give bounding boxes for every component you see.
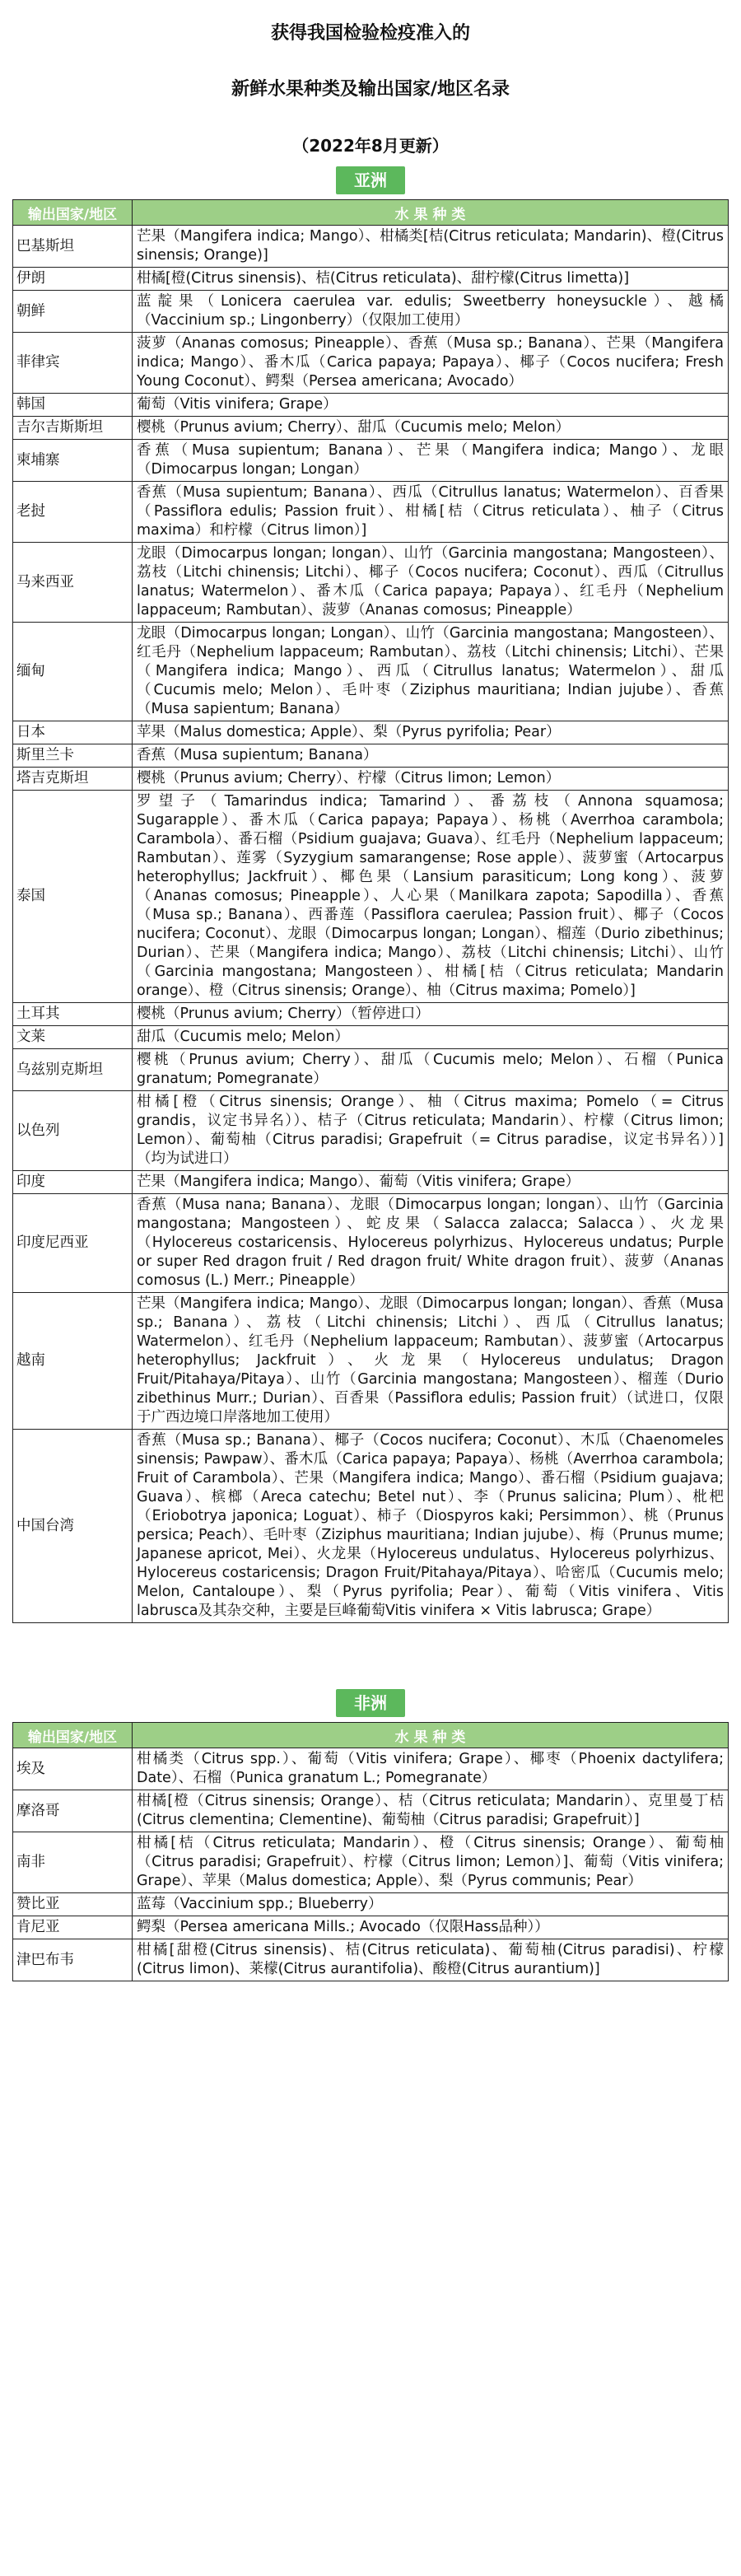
region-africa-label: 非洲 xyxy=(336,1689,405,1717)
table-row xyxy=(13,417,729,440)
country-cell: 马来西亚 xyxy=(13,543,133,623)
column-header-fruits: 水 果 种 类 xyxy=(133,200,729,226)
fruits-cell: 香蕉（Musa sp.; Banana）、椰子（Cocos nucifera; Coconut）、木瓜（Chaenomeles sinensis; Pawpaw）、番木瓜（Carica papaya; Papaya）、杨桃（Averrhoa carambola; Fruit of Carambola）、芒果（Mangifera indica; Mango）、番石榴（Psidium guajava; Guava）、槟榔（Areca catechu; Betel nut）、李（Prunus salicina; Plum）、枇杷（Eriobotrya japonica; Loguat）、柿子（Diospyros kaki; Persimmon）、桃（Prunus persica; Peach）、毛叶枣（Ziziphus mauritiana; Indian jujube）、梅（Prunus mume; Japanese apricot, Mei）、火龙果（Hylocereus undulatus、Hylocereus polyrhizus、Hylocereus costaricensis; Dragon Fruit/Pitahaya/Pitaya）、哈密瓜（Cucumis melo; Melon, Cantaloupe）、梨（Pyrus pyrifolia; Pear）、葡萄（Vitis vinifera、Vitis labrusca及其杂交种，主要是巨峰葡萄Vitis vinifera × Vitis labrusca; Grape） xyxy=(133,1430,729,1623)
fruits-cell: 芒果（Mangifera indica; Mango）、柑橘类[桔(Citrus reticulata; Mandarin)、橙(Citrus sinensis; Orange)] xyxy=(133,226,729,268)
table-row xyxy=(13,1003,729,1026)
table-row xyxy=(13,791,729,1003)
table-row xyxy=(13,1748,729,1790)
region-asia-label: 亚洲 xyxy=(336,166,405,194)
table-row xyxy=(13,1091,729,1171)
table-row xyxy=(13,1430,729,1623)
fruits-cell: 柑橘[甜橙(Citrus sinensis)、桔(Citrus reticulata)、葡萄柚(Citrus paradisi)、柠檬(Citrus limon)、莱檬(Citrus aurantifolia)、酸橙(Citrus aurantium)] xyxy=(133,1939,729,1981)
country-cell: 乌兹别克斯坦 xyxy=(13,1049,133,1091)
table-row xyxy=(13,268,729,291)
asia-table-body xyxy=(13,226,729,1623)
fruits-cell: 樱桃（Prunus avium; Cherry）、柠檬（Citrus limon; Lemon） xyxy=(133,768,729,791)
table-row xyxy=(13,394,729,417)
table-row xyxy=(13,1171,729,1194)
country-cell: 柬埔寨 xyxy=(13,440,133,482)
fruits-cell: 柑橘[橙（Citrus sinensis; Orange）、桔（Citrus reticulata; Mandarin）、克里曼丁桔(Citrus clementina; Clementine)、葡萄柚（Citrus paradisi; Grapefruit）] xyxy=(133,1790,729,1832)
fruits-cell: 蓝莓（Vaccinium spp.; Blueberry） xyxy=(133,1893,729,1916)
country-cell: 印度 xyxy=(13,1171,133,1194)
africa-table-body xyxy=(13,1748,729,1981)
fruits-cell: 柑橘[桔（Citrus reticulata; Mandarin）、橙（Citrus sinensis; Orange）、葡萄柚（Citrus paradisi; Grapefruit）、柠檬（Citrus limon; Lemon）]、葡萄（Vitis vinifera; Grape）、苹果（Malus domestica; Apple）、梨（Pyrus communis; Pear） xyxy=(133,1832,729,1893)
title-line-3: （2022年8月更新） xyxy=(292,136,449,156)
table-row xyxy=(13,744,729,768)
table-row xyxy=(13,291,729,333)
country-cell: 日本 xyxy=(13,721,133,744)
country-cell: 肯尼亚 xyxy=(13,1916,133,1939)
fruits-cell: 柑橘[橙（Citrus sinensis; Orange）、柚（Citrus maxima; Pomelo（= Citrus grandis，议定书异名））、桔子（Citrus reticulata; Mandarin）、柠檬（Citrus limon; Lemon）、葡萄柚（Citrus paradisi; Grapefruit（= Citrus paradise，议定书异名））]（均为试进口） xyxy=(133,1091,729,1171)
fruits-cell: 柑橘类（Citrus spp.）、葡萄（Vitis vinifera; Grape）、椰枣（Phoenix dactylifera; Date）、石榴（Punica granatum L.; Pomegranate） xyxy=(133,1748,729,1790)
table-row xyxy=(13,1049,729,1091)
fruits-cell: 龙眼（Dimocarpus longan; longan）、山竹（Garcinia mangostana; Mangosteen）、荔枝（Litchi chinensis; Litchi）、椰子（Cocos nucifera; Coconut）、西瓜（Citrullus lanatus; Watermelon）、番木瓜（Carica papaya; Papaya）、红毛丹（Nephelium lappaceum; Rambutan）、菠萝（Ananas comosus; Pineapple） xyxy=(133,543,729,623)
table-header-row xyxy=(13,200,729,226)
country-cell: 以色列 xyxy=(13,1091,133,1171)
country-cell: 巴基斯坦 xyxy=(13,226,133,268)
fruits-cell: 香蕉（Musa supientum; Banana） xyxy=(133,744,729,768)
country-cell: 越南 xyxy=(13,1293,133,1430)
country-cell: 赞比亚 xyxy=(13,1893,133,1916)
fruits-cell: 樱桃（Prunus avium; Cherry）、甜瓜（Cucumis melo; Melon）、石榴（Punica granatum; Pomegranate） xyxy=(133,1049,729,1091)
table-row xyxy=(13,768,729,791)
fruits-cell: 香蕉（Musa supientum; Banana）、芒果（Mangifera indica; Mango）、龙眼（Dimocarpus longan; Longan） xyxy=(133,440,729,482)
table-row xyxy=(13,1194,729,1293)
fruits-cell: 香蕉（Musa supientum; Banana）、西瓜（Citrullus lanatus; Watermelon）、百香果（Passiflora edulis; Passion fruit）、柑橘[桔（Citrus reticulata）、柚子（Citrus maxima）和柠檬（Citrus limon）] xyxy=(133,482,729,543)
country-cell: 埃及 xyxy=(13,1748,133,1790)
fruits-cell: 樱桃（Prunus avium; Cherry）（暂停进口） xyxy=(133,1003,729,1026)
column-header-country: 输出国家/地区 xyxy=(13,200,133,226)
table-row xyxy=(13,1916,729,1939)
region-asia-heading xyxy=(0,166,741,194)
section-gap xyxy=(0,1623,741,1681)
table-row xyxy=(13,482,729,543)
africa-table xyxy=(12,1722,729,1981)
fruits-cell: 龙眼（Dimocarpus longan; Longan）、山竹（Garcinia mangostana; Mangosteen）、红毛丹（Nephelium lappaceum; Rambutan）、荔枝（Litchi chinensis; Litchi）、芒果（Mangifera indica; Mango）、西瓜（Citrullus lanatus; Watermelon）、甜瓜（Cucumis melo; Melon）、毛叶枣（Ziziphus mauritiana; Indian jujube）、香蕉（Musa sapientum; Banana） xyxy=(133,623,729,721)
table-row xyxy=(13,440,729,482)
fruits-cell: 香蕉（Musa nana; Banana）、龙眼（Dimocarpus longan; longan）、山竹（Garcinia mangostana; Mangosteen）、蛇皮果（Salacca zalacca; Salacca）、火龙果（Hylocereus costaricensis、Hylocereus polyrhizus、Hylocereus undatus; Purple or super Red dragon fruit / Red dragon fruit/ White dragon fruit）、菠萝（Ananas comosus (L.) Merr.; Pineapple） xyxy=(133,1194,729,1293)
country-cell: 印度尼西亚 xyxy=(13,1194,133,1293)
country-cell: 伊朗 xyxy=(13,268,133,291)
country-cell: 摩洛哥 xyxy=(13,1790,133,1832)
country-cell: 吉尔吉斯斯坦 xyxy=(13,417,133,440)
country-cell: 菲律宾 xyxy=(13,333,133,394)
fruits-cell: 菠萝（Ananas comosus; Pineapple）、香蕉（Musa sp.; Banana）、芒果（Mangifera indica; Mango）、番木瓜（Carica papaya; Papaya）、椰子（Cocos nucifera; Fresh Young Coconut）、鳄梨（Persea americana; Avocado） xyxy=(133,333,729,394)
country-cell: 土耳其 xyxy=(13,1003,133,1026)
table-row xyxy=(13,1293,729,1430)
title-line-2: 新鲜水果种类及输出国家/地区名录 xyxy=(231,79,510,100)
fruits-cell: 柑橘[橙(Citrus sinensis)、桔(Citrus reticulata)、甜柠檬(Citrus limetta)] xyxy=(133,268,729,291)
country-cell: 泰国 xyxy=(13,791,133,1003)
table-row xyxy=(13,1026,729,1049)
title-line-1: 获得我国检验检疫准入的 xyxy=(270,23,470,44)
country-cell: 斯里兰卡 xyxy=(13,744,133,768)
fruits-cell: 罗望子（Tamarindus indica; Tamarind）、番荔枝（Annona squamosa; Sugarapple）、番木瓜（Carica papaya; Papaya）、杨桃（Averrhoa carambola; Carambola）、番石榴（Psidium guajava; Guava）、红毛丹（Nephelium lappaceum; Rambutan）、莲雾（Syzygium samarangense; Rose apple）、菠萝蜜（Artocarpus heterophyllus; Jackfruit）、椰色果（Lansium parasiticum; Long kong）、菠萝（Ananas comosus; Pineapple）、人心果（Manilkara zapota; Sapodilla）、香蕉（Musa sp.; Banana）、西番莲（Passiflora caerulea; Passion fruit）、椰子（Cocos nucifera; Coconut）、龙眼（Dimocarpus longan; Longan）、榴莲（Durio zibethinus; Durian）、芒果（Mangifera indica; Mango）、荔枝（Litchi chinensis; Litchi）、山竹（Garcinia mangostana; Mangosteen）、柑橘[桔（Citrus reticulata; Mandarin orange）、橙（Citrus sinensis; Orange）、柚（Citrus maxima; Pomelo）] xyxy=(133,791,729,1003)
table-row xyxy=(13,623,729,721)
fruits-cell: 甜瓜（Cucumis melo; Melon） xyxy=(133,1026,729,1049)
table-header-row xyxy=(13,1723,729,1748)
asia-table xyxy=(12,199,729,1623)
country-cell: 老挝 xyxy=(13,482,133,543)
country-cell: 韩国 xyxy=(13,394,133,417)
table-row xyxy=(13,721,729,744)
country-cell: 南非 xyxy=(13,1832,133,1893)
country-cell: 缅甸 xyxy=(13,623,133,721)
column-header-country: 输出国家/地区 xyxy=(13,1723,133,1748)
table-row xyxy=(13,543,729,623)
table-row xyxy=(13,1939,729,1981)
fruits-cell: 鳄梨（Persea americana Mills.; Avocado（仅限Hass品种）） xyxy=(133,1916,729,1939)
country-cell: 津巴布韦 xyxy=(13,1939,133,1981)
country-cell: 塔吉克斯坦 xyxy=(13,768,133,791)
column-header-fruits: 水 果 种 类 xyxy=(133,1723,729,1748)
table-row xyxy=(13,1790,729,1832)
fruits-cell: 苹果（Malus domestica; Apple）、梨（Pyrus pyrifolia; Pear） xyxy=(133,721,729,744)
region-africa-heading xyxy=(0,1689,741,1717)
fruits-cell: 葡萄（Vitis vinifera; Grape） xyxy=(133,394,729,417)
country-cell: 中国台湾 xyxy=(13,1430,133,1623)
fruits-cell: 芒果（Mangifera indica; Mango）、葡萄（Vitis vinifera; Grape） xyxy=(133,1171,729,1194)
country-cell: 文莱 xyxy=(13,1026,133,1049)
table-row xyxy=(13,1893,729,1916)
country-cell: 朝鲜 xyxy=(13,291,133,333)
table-row xyxy=(13,1832,729,1893)
table-row xyxy=(13,226,729,268)
table-row xyxy=(13,333,729,394)
fruits-cell: 蓝靛果（Lonicera caerulea var. edulis; Sweetberry honeysuckle）、越橘（Vaccinium sp.; Lingonberry）（仅限加工使用） xyxy=(133,291,729,333)
fruits-cell: 樱桃（Prunus avium; Cherry）、甜瓜（Cucumis melo; Melon） xyxy=(133,417,729,440)
fruits-cell: 芒果（Mangifera indica; Mango）、龙眼（Dimocarpus longan; longan）、香蕉（Musa sp.; Banana）、荔枝（Litchi chinensis; Litchi）、西瓜（Citrullus lanatus; Watermelon）、红毛丹（Nephelium lappaceum; Rambutan）、菠萝蜜（Artocarpus heterophyllus; Jackfruit）、火龙果（Hylocereus undulatus; Dragon Fruit/Pitahaya/Pitaya）、山竹（Garcinia mangostana; Mangosteen）、榴莲（Durio zibethinus Murr.; Durian）、百香果（Passiflora edulis; Passion fruit）（试进口，仅限于广西边境口岸落地加工使用） xyxy=(133,1293,729,1430)
